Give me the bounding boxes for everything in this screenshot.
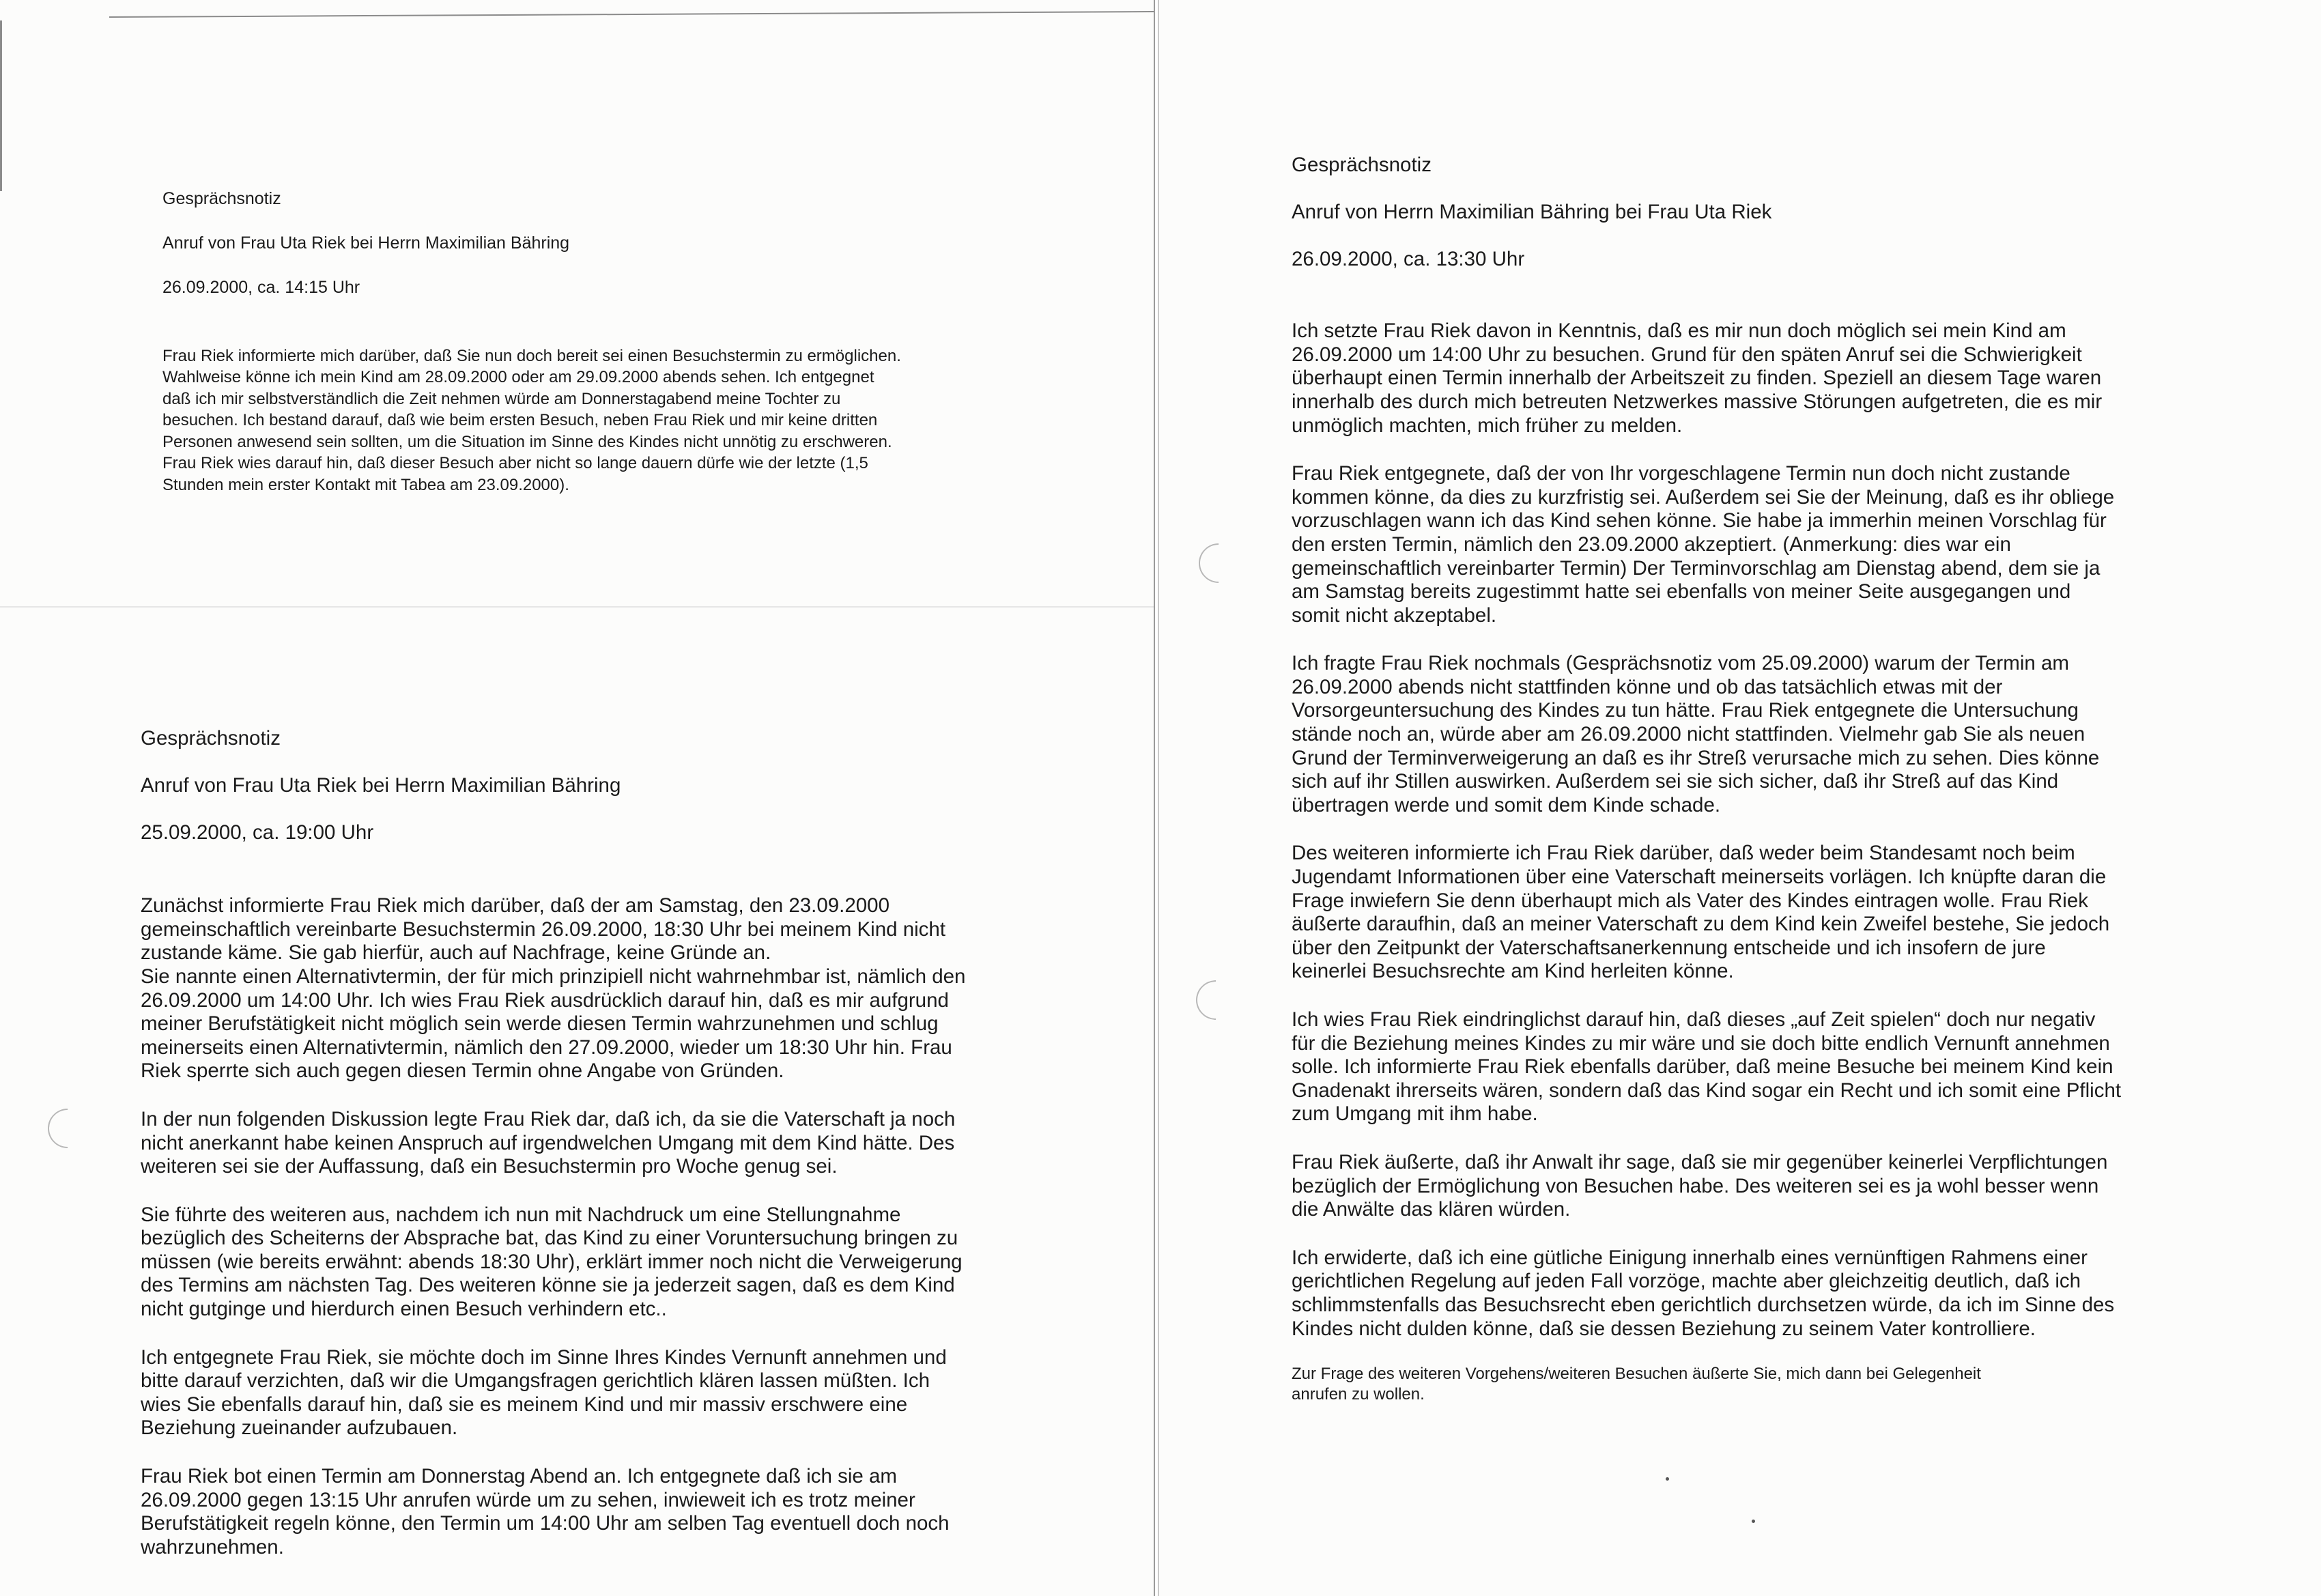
note-paragraph: Sie führte des weiteren aus, nachdem ich nun mit Nachdruck um eine Stellungnahme bezüglich des Scheiterns der Absprache bat, das Kind zu einer Voruntersuchung bringen zu müssen (wie bereits erwähnt: abends 18:30 Uhr), erklärt immer noch nicht die Verweigerung des Termins am nächsten Tag. Des weiteren könne sie ja jederzeit sagen, daß es dem Kind nicht gutginge und hierdurch einen Besuch verhindern etc.. xyxy=(141,1203,963,1321)
punch-hole-mark xyxy=(1188,972,1244,1028)
left-page xyxy=(0,0,1155,1596)
note-paragraph: Zunächst informierte Frau Riek mich darüber, daß der am Samstag, den 23.09.2000 gemeinschaftlich vereinbarte Besuchstermin 26.09.2000, 18:30 Uhr bei meinem Kind nicht zustande käme. Sie gab hierfür, auch auf Nachfrage, keine Gründe an. Sie nannte einen Alternativtermin, der für mich prinzipiell nicht wahrnehmbar ist, nämlich den 26.09.2000 um 14:00 Uhr. Ich wies Frau Riek ausdrücklich darauf hin, daß es mir aufgrund meiner Berufstätigkeit nicht möglich sein werde diesen Termin wahrzunehmen und schlug meinerseits einen Alternativtermin, nämlich den 27.09.2000, wieder um 18:30 Uhr hin. Frau Riek sperrte sich auch gegen diesen Termin ohne Angabe von Gründen. xyxy=(141,894,966,1083)
note-body xyxy=(162,345,1070,496)
note-datetime: 26.09.2000, ca. 14:15 Uhr xyxy=(162,277,360,297)
note-paragraph: Frau Riek äußerte, daß ihr Anwalt ihr sage, daß sie mir gegenüber keinerlei Verpflichtungen bezüglich der Ermöglichung von Besuchen habe. Des weiteren sei es ja wohl besser wenn die Anwälte das klären würden. xyxy=(1292,1150,2108,1221)
paper-top-edge xyxy=(109,11,1154,18)
note-paragraph: Ich entgegnete Frau Riek, sie möchte doch im Sinne Ihres Kindes Vernunft annehmen und bitte darauf verzichten, daß wir die Umgangsfragen gerichtlich klären lassen müßten. Ich wies Sie ebenfalls darauf hin, daß sie es meinem Kind und mir massiv erschwere eine Beziehung zueinander aufzubauen. xyxy=(141,1345,947,1440)
note-heading: Gesprächsnotiz xyxy=(1292,153,1432,176)
punch-hole-mark xyxy=(1191,535,1247,591)
note-header xyxy=(1292,130,2234,295)
note-paragraph: Zur Frage des weiteren Vorgehens/weiteren Besuchen äußerte Sie, mich dann bei Gelegenheit anrufen zu wollen. xyxy=(1292,1365,1981,1404)
note-paragraph: Ich erwiderte, daß ich eine gütliche Einigung innerhalb eines vernünftigen Rahmens einer gerichtlichen Regelung auf jeden Fall vorzöge, machte aber gleichzeitig deutlich, daß ich schlimmstenfalls das Besuchsrecht eben gerichtlich durchsetzen würde, da ich im Sinne des Kindes nicht dulden könne, daß sie dessen Beziehung zu seinem Vater kontrolliere. xyxy=(1292,1246,2115,1340)
note-heading: Gesprächsnotiz xyxy=(141,726,281,750)
page-overlap-edge xyxy=(0,606,1154,608)
note-datetime: 26.09.2000, ca. 13:30 Uhr xyxy=(1292,247,1525,270)
note-paragraph: Frau Riek bot einen Termin am Donnerstag Abend an. Ich entgegnete daß ich sie am 26.09.2000 gegen 13:15 Uhr anrufen würde um zu sehen, inwieweit ich es trotz meiner Berufstätigkeit regeln könne, den Termin um 14:00 Uhr am selben Tag eventuell doch noch wahrzunehmen. xyxy=(141,1465,950,1558)
scan-speck xyxy=(1666,1477,1669,1481)
note-paragraph: Ich fragte Frau Riek nochmals (Gesprächsnotiz vom 25.09.2000) warum der Termin am 26.09.2000 abends nicht stattfinden könne und ob das tatsächlich etwas mit der Vorsorgeuntersuchung des Kindes zu tun hätte. Frau Riek entgegnete die Untersuchung stände noch an, würde aber am 26.09.2000 nicht stattfinden. Vielmehr gab Sie als neuen Grund der Terminverweigerung an daß es ihr Streß verursache mich zu sehen. Dies könne sich auf ihr Stillen auswirken. Außerdem sei sie sich sicher, daß ihr Streß auf das Kind übertragen werde und somit dem Kinde schade. xyxy=(1292,652,2100,816)
note-datetime: 25.09.2000, ca. 19:00 Uhr xyxy=(141,821,374,844)
note-header xyxy=(162,165,1070,321)
right-page xyxy=(1158,0,2321,1596)
note-paragraph: In der nun folgenden Diskussion legte Frau Riek dar, daß ich, da sie die Vaterschaft ja noch nicht anerkannt habe keinen Anspruch auf irgendwelchen Umgang mit dem Kind hätte. Des weiteren sei sie der Auffassung, daß ein Besuchstermin pro Woche genug sei. xyxy=(141,1107,956,1178)
conversation-note-3 xyxy=(1292,130,2234,1405)
note-heading: Gesprächsnotiz xyxy=(162,188,281,208)
note-body xyxy=(141,894,1028,1559)
paper-left-edge xyxy=(0,20,2,191)
conversation-note-2 xyxy=(141,703,1028,1559)
scan-speck xyxy=(1752,1520,1755,1523)
note-subject: Anruf von Herrn Maximilian Bähring bei Frau Uta Riek xyxy=(1292,200,1772,223)
note-paragraph: Ich wies Frau Riek eindringlichst darauf hin, daß dieses „auf Zeit spielen“ doch nur negativ für die Beziehung meines Kindes zu mir wäre und sie doch bitte endlich Vernunft annehmen solle. Ich informierte Frau Riek ebenfalls darüber, daß meine Besuche bei meinem Kind kein Gnadenakt ihrerseits wären, sondern daß das Kind sogar ein Recht und ich somit eine Pflicht zum Umgang mit ihm habe. xyxy=(1292,1008,2122,1126)
note-subject: Anruf von Frau Uta Riek bei Herrn Maximilian Bähring xyxy=(141,773,621,797)
paper-left-edge xyxy=(1158,0,1159,1596)
note-paragraph: Ich setzte Frau Riek davon in Kenntnis, daß es mir nun doch möglich sei mein Kind am 26.09.2000 um 14:00 Uhr zu besuchen. Grund für den späten Anruf sei die Schwierigkeit überhaupt einen Termin innerhalb der Arbeitszeit zu finden. Speziell an diesem Tage waren innerhalb des durch mich betreuten Netzwerkes massive Störungen aufgetreten, die es mir unmöglich machten, mich früher zu melden. xyxy=(1292,319,2103,437)
note-paragraph: Frau Riek entgegnete, daß der von Ihr vorgeschlagene Termin nun doch nicht zustande kommen könne, da dies zu kurzfristig sei. Außerdem sei Sie der Meinung, daß es ihr obliege vorzuschlagen wann ich das Kind sehen könne. Sie habe ja immerhin meinen Vorschlag für den ersten Termin, nämlich den 23.09.2000 akzeptiert. (Anmerkung: dies war ein gemeinschaftlich vereinbarter Termin) Der Terminvorschlag am Dienstag abend, dem sie ja am Samstag bereits zugestimmt hatte sei ebenfalls von meiner Seite ausgegangen und somit nicht akzeptabel. xyxy=(1292,462,2115,627)
punch-hole-mark xyxy=(40,1100,96,1156)
note-paragraph: Frau Riek informierte mich darüber, daß Sie nun doch bereit sei einen Besuchstermin zu ermöglichen. Wahlweise könne ich mein Kind am 28.09.2000 oder am 29.09.2000 abends sehen. Ich entgegnet daß ich mir selbstverständlich die Zeit nehmen würde am Donnerstagabend meine Tochter zu besuchen. Ich bestand darauf, daß wie beim ersten Besuch, neben Frau Riek und mir keine dritten Personen anwesend sein sollten, um die Situation im Sinne des Kindes nicht unnötig zu erschweren. Frau Riek wies darauf hin, daß dieser Besuch aber nicht so lange dauern dürfe wie der letzte (1,5 Stunden mein erster Kontakt mit Tabea am 23.09.2000). xyxy=(162,346,901,494)
note-paragraph: Des weiteren informierte ich Frau Riek darüber, daß weder beim Standesamt noch beim Jugendamt Informationen über eine Vaterschaft meinerseits vorlägen. Ich knüpfte daran die Frage inwiefern Sie denn überhaupt mich als Vater des Kindes eintragen wolle. Frau Riek äußerte daraufhin, daß an meiner Vaterschaft zu dem Kind kein Zweifel bestehe, Sie jedoch über den Zeitpunkt der Vaterschaftsanerkennung entscheide und ich insofern de jure keinerlei Besuchsrechte am Kind herleiten könne. xyxy=(1292,842,2110,983)
note-body xyxy=(1292,319,2234,1405)
note-subject: Anruf von Frau Uta Riek bei Herrn Maximilian Bähring xyxy=(162,233,570,253)
note-header xyxy=(141,703,1028,868)
conversation-note-1 xyxy=(162,165,1070,496)
